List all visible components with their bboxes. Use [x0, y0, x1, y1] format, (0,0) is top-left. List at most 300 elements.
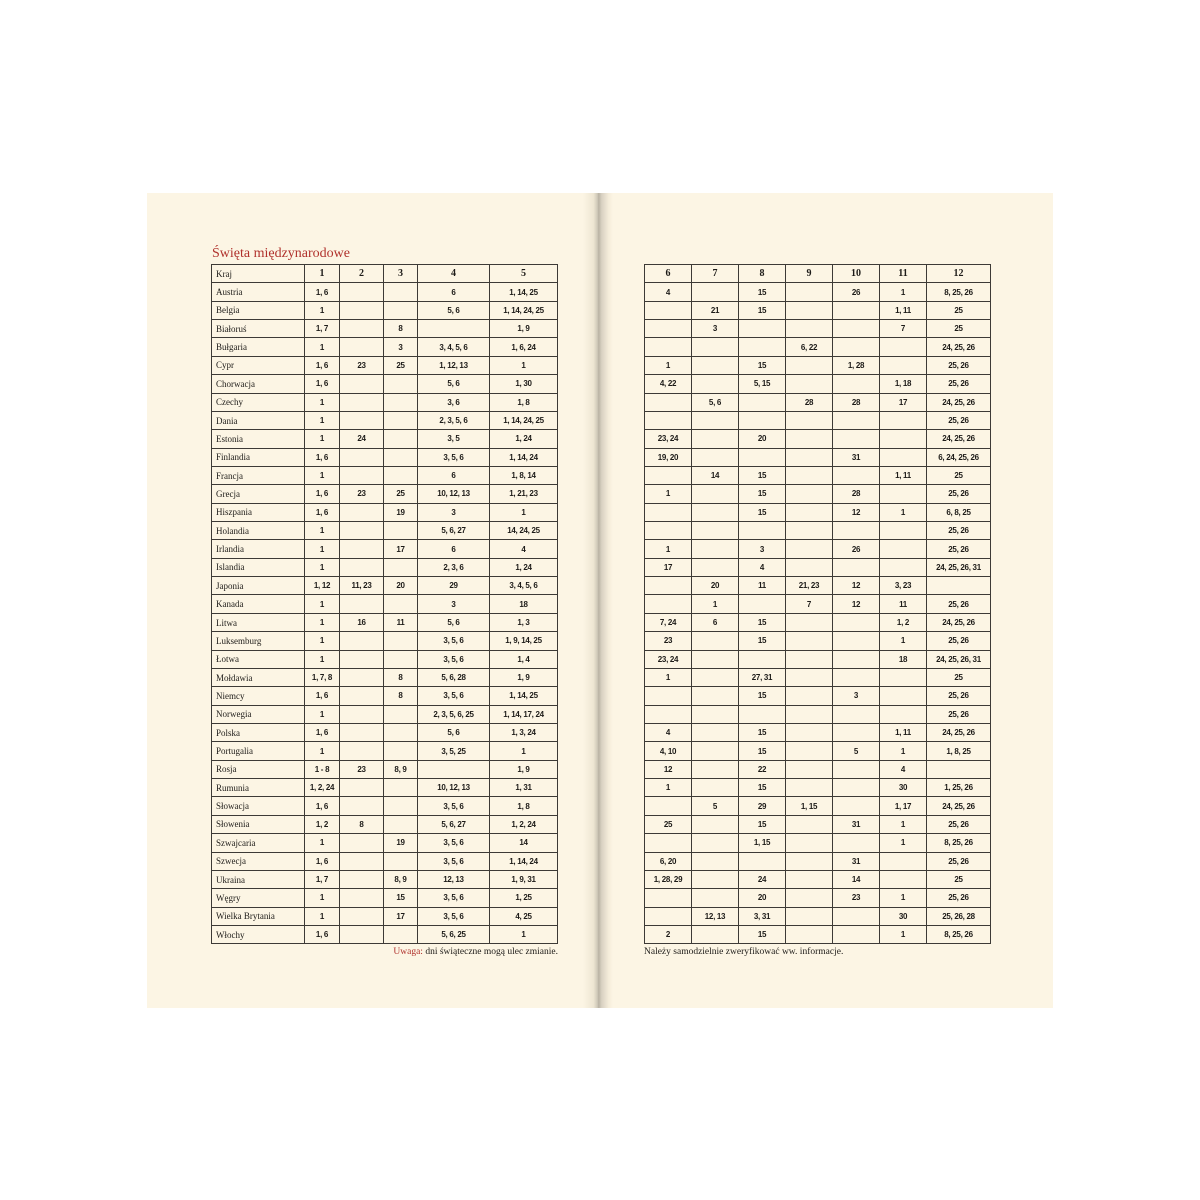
holiday-cell: 3: [418, 595, 490, 613]
holiday-cell: [692, 650, 739, 668]
table-row: [645, 815, 991, 833]
holiday-cell: 30: [880, 779, 927, 797]
table-row: [212, 375, 558, 393]
holiday-cell: 25: [927, 466, 991, 484]
holiday-cell: [739, 705, 786, 723]
holiday-cell: 3, 5, 6: [418, 687, 490, 705]
holiday-cell: 1: [305, 742, 340, 760]
holiday-cell: [833, 723, 880, 741]
column-header-month: 9: [786, 265, 833, 283]
holiday-cell: 1: [880, 925, 927, 943]
holiday-cell: [645, 320, 692, 338]
table-row: [212, 705, 558, 723]
holiday-cell: [833, 834, 880, 852]
country-cell: Japonia: [212, 577, 305, 595]
holiday-cell: 1: [305, 834, 340, 852]
holiday-cell: 1, 3, 24: [490, 723, 558, 741]
holiday-cell: 3, 4, 5, 6: [418, 338, 490, 356]
holiday-cell: [833, 705, 880, 723]
holiday-cell: [692, 889, 739, 907]
holiday-cell: 23: [645, 632, 692, 650]
table-row: [212, 632, 558, 650]
country-cell: Szwecja: [212, 852, 305, 870]
book-gutter: [583, 193, 613, 1008]
holiday-cell: 4, 10: [645, 742, 692, 760]
holiday-cell: 15: [739, 466, 786, 484]
holiday-cell: [786, 779, 833, 797]
holiday-cell: 1, 6: [305, 797, 340, 815]
holiday-cell: [833, 907, 880, 925]
holiday-cell: 5, 6: [418, 301, 490, 319]
holiday-cell: 5, 6: [418, 613, 490, 631]
holiday-cell: [786, 834, 833, 852]
country-cell: Hiszpania: [212, 503, 305, 521]
holiday-cell: 1, 14, 24: [490, 448, 558, 466]
holiday-cell: 28: [786, 393, 833, 411]
holiday-cell: 1, 24: [490, 430, 558, 448]
note-warning-label: Uwaga:: [393, 947, 423, 957]
table-row: [645, 338, 991, 356]
holiday-cell: 1, 11: [880, 466, 927, 484]
holiday-table-left: [211, 264, 558, 944]
holiday-cell: 1: [880, 834, 927, 852]
holiday-cell: 11: [739, 577, 786, 595]
table-row: [212, 613, 558, 631]
holiday-cell: 6: [418, 540, 490, 558]
holiday-cell: 15: [739, 779, 786, 797]
country-cell: Luksemburg: [212, 632, 305, 650]
table-row: [645, 889, 991, 907]
holiday-cell: [786, 650, 833, 668]
holiday-cell: [880, 852, 927, 870]
country-cell: Niemcy: [212, 687, 305, 705]
holiday-cell: 4: [645, 283, 692, 301]
holiday-cell: [833, 430, 880, 448]
holiday-cell: 1, 2: [880, 613, 927, 631]
country-cell: Austria: [212, 283, 305, 301]
holiday-cell: [340, 632, 384, 650]
holiday-cell: [786, 742, 833, 760]
holiday-cell: 20: [739, 889, 786, 907]
holiday-cell: [833, 320, 880, 338]
holiday-cell: 1, 6: [305, 283, 340, 301]
holiday-cell: [692, 687, 739, 705]
holiday-cell: [692, 705, 739, 723]
table-row: [645, 522, 991, 540]
holiday-cell: [384, 375, 418, 393]
holiday-cell: 1: [645, 668, 692, 686]
holiday-cell: 1, 14, 25: [490, 283, 558, 301]
holiday-cell: 8: [384, 668, 418, 686]
holiday-cell: [645, 797, 692, 815]
holiday-cell: 1, 15: [786, 797, 833, 815]
holiday-cell: 1, 9, 14, 25: [490, 632, 558, 650]
holiday-cell: 23: [833, 889, 880, 907]
table-row: [645, 558, 991, 576]
holiday-cell: 25, 26: [927, 540, 991, 558]
country-cell: Kanada: [212, 595, 305, 613]
holiday-cell: 4, 25: [490, 907, 558, 925]
holiday-cell: 3: [384, 338, 418, 356]
holiday-cell: [384, 448, 418, 466]
holiday-cell: 1: [645, 485, 692, 503]
holiday-cell: [739, 320, 786, 338]
country-cell: Mołdawia: [212, 668, 305, 686]
column-header-month: 10: [833, 265, 880, 283]
holiday-cell: 21, 23: [786, 577, 833, 595]
table-row: [645, 540, 991, 558]
table-row: [645, 448, 991, 466]
holiday-cell: [384, 925, 418, 943]
holiday-cell: 1: [305, 466, 340, 484]
holiday-cell: [833, 779, 880, 797]
holiday-cell: 25, 26: [927, 485, 991, 503]
holiday-cell: [786, 485, 833, 503]
holiday-cell: 1: [692, 595, 739, 613]
holiday-cell: 23: [340, 356, 384, 374]
holiday-cell: 1, 8, 14: [490, 466, 558, 484]
holiday-cell: 1, 12: [305, 577, 340, 595]
holiday-cell: [833, 650, 880, 668]
country-cell: Portugalia: [212, 742, 305, 760]
holiday-cell: 1, 18: [880, 375, 927, 393]
holiday-cell: 31: [833, 815, 880, 833]
holiday-cell: [692, 430, 739, 448]
holiday-cell: 5, 6, 27: [418, 815, 490, 833]
holiday-cell: [645, 907, 692, 925]
holiday-cell: [833, 613, 880, 631]
holiday-cell: [692, 283, 739, 301]
holiday-cell: 11: [384, 613, 418, 631]
holiday-cell: 3, 31: [739, 907, 786, 925]
holiday-cell: 1, 2, 24: [490, 815, 558, 833]
holiday-cell: 25: [645, 815, 692, 833]
holiday-cell: 25, 26: [927, 687, 991, 705]
holiday-cell: 3: [692, 320, 739, 338]
holiday-cell: 1, 6: [305, 485, 340, 503]
holiday-cell: [880, 356, 927, 374]
holiday-cell: 22: [739, 760, 786, 778]
note-warning-text: dni świąteczne mogą ulec zmianie.: [422, 947, 558, 957]
holiday-cell: 15: [739, 301, 786, 319]
table-row: [645, 779, 991, 797]
country-cell: Białoruś: [212, 320, 305, 338]
holiday-cell: [739, 411, 786, 429]
table-row: [645, 411, 991, 429]
holiday-cell: [786, 907, 833, 925]
table-row: [645, 466, 991, 484]
holiday-cell: 19: [384, 834, 418, 852]
holiday-cell: 3, 23: [880, 577, 927, 595]
holiday-cell: [692, 815, 739, 833]
holiday-cell: [739, 338, 786, 356]
holiday-cell: 1: [645, 779, 692, 797]
holiday-cell: [692, 852, 739, 870]
table-row: [212, 320, 558, 338]
holiday-cell: 1: [305, 301, 340, 319]
holiday-cell: [418, 760, 490, 778]
holiday-cell: 5, 6, 27: [418, 522, 490, 540]
holiday-cell: [384, 393, 418, 411]
holiday-cell: 1: [305, 522, 340, 540]
holiday-cell: 1: [490, 503, 558, 521]
holiday-cell: [692, 870, 739, 888]
country-cell: Słowenia: [212, 815, 305, 833]
holiday-cell: [340, 779, 384, 797]
holiday-cell: [692, 632, 739, 650]
holiday-cell: [739, 595, 786, 613]
holiday-cell: 26: [833, 540, 880, 558]
holiday-cell: [786, 320, 833, 338]
holiday-cell: 24, 25, 26: [927, 393, 991, 411]
holiday-cell: [739, 650, 786, 668]
holiday-cell: 8, 25, 26: [927, 283, 991, 301]
holiday-cell: [340, 558, 384, 576]
table-row: [212, 797, 558, 815]
holiday-cell: 14, 24, 25: [490, 522, 558, 540]
holiday-cell: 19: [384, 503, 418, 521]
holiday-cell: 15: [739, 485, 786, 503]
holiday-cell: 1, 12, 13: [418, 356, 490, 374]
holiday-cell: [340, 338, 384, 356]
holiday-cell: [880, 668, 927, 686]
holiday-cell: 18: [490, 595, 558, 613]
holiday-cell: 3, 5, 6: [418, 650, 490, 668]
holiday-cell: 14: [833, 870, 880, 888]
holiday-cell: [786, 411, 833, 429]
holiday-cell: 17: [880, 393, 927, 411]
holiday-cell: 5, 6: [418, 375, 490, 393]
table-row: [645, 577, 991, 595]
holiday-cell: [880, 485, 927, 503]
holiday-cell: [786, 889, 833, 907]
holiday-cell: 8, 25, 26: [927, 834, 991, 852]
holiday-cell: 24: [340, 430, 384, 448]
holiday-cell: 8: [384, 687, 418, 705]
holiday-cell: [384, 852, 418, 870]
holiday-cell: 1: [490, 742, 558, 760]
holiday-cell: 8: [340, 815, 384, 833]
holiday-cell: 15: [384, 889, 418, 907]
holiday-cell: 6, 8, 25: [927, 503, 991, 521]
holiday-cell: [645, 705, 692, 723]
holiday-cell: 10, 12, 13: [418, 485, 490, 503]
holiday-cell: [880, 338, 927, 356]
holiday-cell: 25, 26: [927, 595, 991, 613]
holiday-cell: [645, 889, 692, 907]
holiday-cell: 1, 2, 24: [305, 779, 340, 797]
holiday-cell: [384, 301, 418, 319]
holiday-cell: 1: [305, 889, 340, 907]
holiday-cell: 1, 31: [490, 779, 558, 797]
holiday-cell: 1: [490, 925, 558, 943]
holiday-cell: 3, 4, 5, 6: [490, 577, 558, 595]
holiday-cell: 11, 23: [340, 577, 384, 595]
holiday-cell: 5: [833, 742, 880, 760]
holiday-cell: 12, 13: [418, 870, 490, 888]
holiday-cell: 19, 20: [645, 448, 692, 466]
holiday-cell: 11: [880, 595, 927, 613]
holiday-cell: [384, 430, 418, 448]
holiday-cell: 25: [927, 870, 991, 888]
holiday-cell: 5, 6, 28: [418, 668, 490, 686]
holiday-cell: 1, 14, 24, 25: [490, 301, 558, 319]
holiday-cell: 15: [739, 356, 786, 374]
holiday-cell: 3, 5, 6: [418, 797, 490, 815]
holiday-cell: 1: [645, 356, 692, 374]
table-row: [645, 723, 991, 741]
holiday-cell: [786, 356, 833, 374]
country-cell: Rumunia: [212, 779, 305, 797]
holiday-cell: 12: [833, 595, 880, 613]
table-row: [645, 668, 991, 686]
holiday-cell: 31: [833, 852, 880, 870]
holiday-cell: 1: [880, 742, 927, 760]
column-header-country: Kraj: [212, 265, 305, 283]
table-row: [212, 907, 558, 925]
holiday-cell: 7: [786, 595, 833, 613]
holiday-cell: [645, 393, 692, 411]
holiday-cell: 1: [880, 503, 927, 521]
column-header-month: 1: [305, 265, 340, 283]
holiday-cell: 24, 25, 26: [927, 430, 991, 448]
holiday-cell: 15: [739, 925, 786, 943]
holiday-cell: [340, 448, 384, 466]
holiday-cell: 24, 25, 26: [927, 613, 991, 631]
holiday-cell: [880, 522, 927, 540]
holiday-cell: 25, 26: [927, 852, 991, 870]
holiday-cell: [340, 870, 384, 888]
country-cell: Irlandia: [212, 540, 305, 558]
table-row: [212, 760, 558, 778]
holiday-cell: [739, 393, 786, 411]
holiday-cell: 10, 12, 13: [418, 779, 490, 797]
holiday-cell: 3, 6: [418, 393, 490, 411]
holiday-cell: [340, 834, 384, 852]
holiday-cell: 1 - 8: [305, 760, 340, 778]
holiday-cell: 27, 31: [739, 668, 786, 686]
holiday-cell: [340, 466, 384, 484]
holiday-cell: [384, 723, 418, 741]
holiday-cell: 25, 26: [927, 356, 991, 374]
country-cell: Węgry: [212, 889, 305, 907]
holiday-cell: 1, 6: [305, 925, 340, 943]
holiday-cell: [340, 925, 384, 943]
holiday-cell: 2: [645, 925, 692, 943]
holiday-cell: 1, 25: [490, 889, 558, 907]
holiday-cell: 3, 5, 6: [418, 907, 490, 925]
holiday-cell: [786, 852, 833, 870]
holiday-cell: [340, 742, 384, 760]
holiday-cell: 3: [833, 687, 880, 705]
holiday-cell: 7: [880, 320, 927, 338]
note-verify: Należy samodzielnie zweryfikować ww. informacje.: [644, 947, 844, 957]
holiday-cell: [340, 889, 384, 907]
holiday-cell: [786, 705, 833, 723]
holiday-cell: 3, 5: [418, 430, 490, 448]
country-cell: Wielka Brytania: [212, 907, 305, 925]
table-row: [212, 430, 558, 448]
holiday-cell: 5: [692, 797, 739, 815]
holiday-cell: [384, 558, 418, 576]
holiday-cell: 1, 6: [305, 503, 340, 521]
holiday-cell: [833, 375, 880, 393]
holiday-cell: 4: [490, 540, 558, 558]
holiday-cell: [340, 393, 384, 411]
holiday-cell: 1: [305, 393, 340, 411]
holiday-cell: 3, 5, 6: [418, 632, 490, 650]
table-row: [212, 577, 558, 595]
table-row: [212, 834, 558, 852]
table-row: [212, 595, 558, 613]
holiday-cell: 23: [340, 485, 384, 503]
holiday-cell: 1, 8, 25: [927, 742, 991, 760]
country-cell: Islandia: [212, 558, 305, 576]
country-cell: Holandia: [212, 522, 305, 540]
holiday-cell: 1, 28, 29: [645, 870, 692, 888]
holiday-cell: [692, 723, 739, 741]
holiday-cell: 14: [692, 466, 739, 484]
holiday-cell: 15: [739, 613, 786, 631]
holiday-cell: 6, 24, 25, 26: [927, 448, 991, 466]
holiday-cell: 3, 5, 6: [418, 852, 490, 870]
table-row: [645, 687, 991, 705]
holiday-cell: [692, 760, 739, 778]
table-row: [212, 889, 558, 907]
holiday-cell: [880, 705, 927, 723]
holiday-cell: 25, 26: [927, 375, 991, 393]
holiday-cell: [340, 650, 384, 668]
holiday-cell: 1, 9: [490, 760, 558, 778]
holiday-cell: [786, 668, 833, 686]
holiday-cell: 1, 6: [305, 356, 340, 374]
holiday-table-right: [644, 264, 991, 944]
holiday-cell: 14: [490, 834, 558, 852]
holiday-cell: [786, 301, 833, 319]
holiday-cell: 1: [305, 632, 340, 650]
column-header-month: 2: [340, 265, 384, 283]
country-cell: Chorwacja: [212, 375, 305, 393]
holiday-cell: 1, 11: [880, 723, 927, 741]
holiday-cell: 1: [880, 632, 927, 650]
holiday-cell: [340, 522, 384, 540]
table-row: [645, 705, 991, 723]
holiday-cell: 1, 7, 8: [305, 668, 340, 686]
holiday-cell: [833, 797, 880, 815]
table-row: [645, 870, 991, 888]
holiday-cell: [692, 834, 739, 852]
holiday-cell: 28: [833, 485, 880, 503]
holiday-cell: 1: [305, 613, 340, 631]
column-header-month: 3: [384, 265, 418, 283]
table-row: [645, 595, 991, 613]
holiday-cell: [786, 466, 833, 484]
holiday-cell: [692, 375, 739, 393]
holiday-cell: [833, 632, 880, 650]
table-row: [645, 925, 991, 943]
holiday-cell: 1, 9: [490, 320, 558, 338]
table-row: [212, 558, 558, 576]
table-header-row: [645, 265, 991, 283]
table-row: [645, 760, 991, 778]
table-row: [212, 852, 558, 870]
holiday-cell: [645, 834, 692, 852]
holiday-cell: 15: [739, 815, 786, 833]
holiday-cell: [692, 485, 739, 503]
holiday-cell: [418, 320, 490, 338]
holiday-cell: [786, 870, 833, 888]
holiday-cell: [692, 522, 739, 540]
